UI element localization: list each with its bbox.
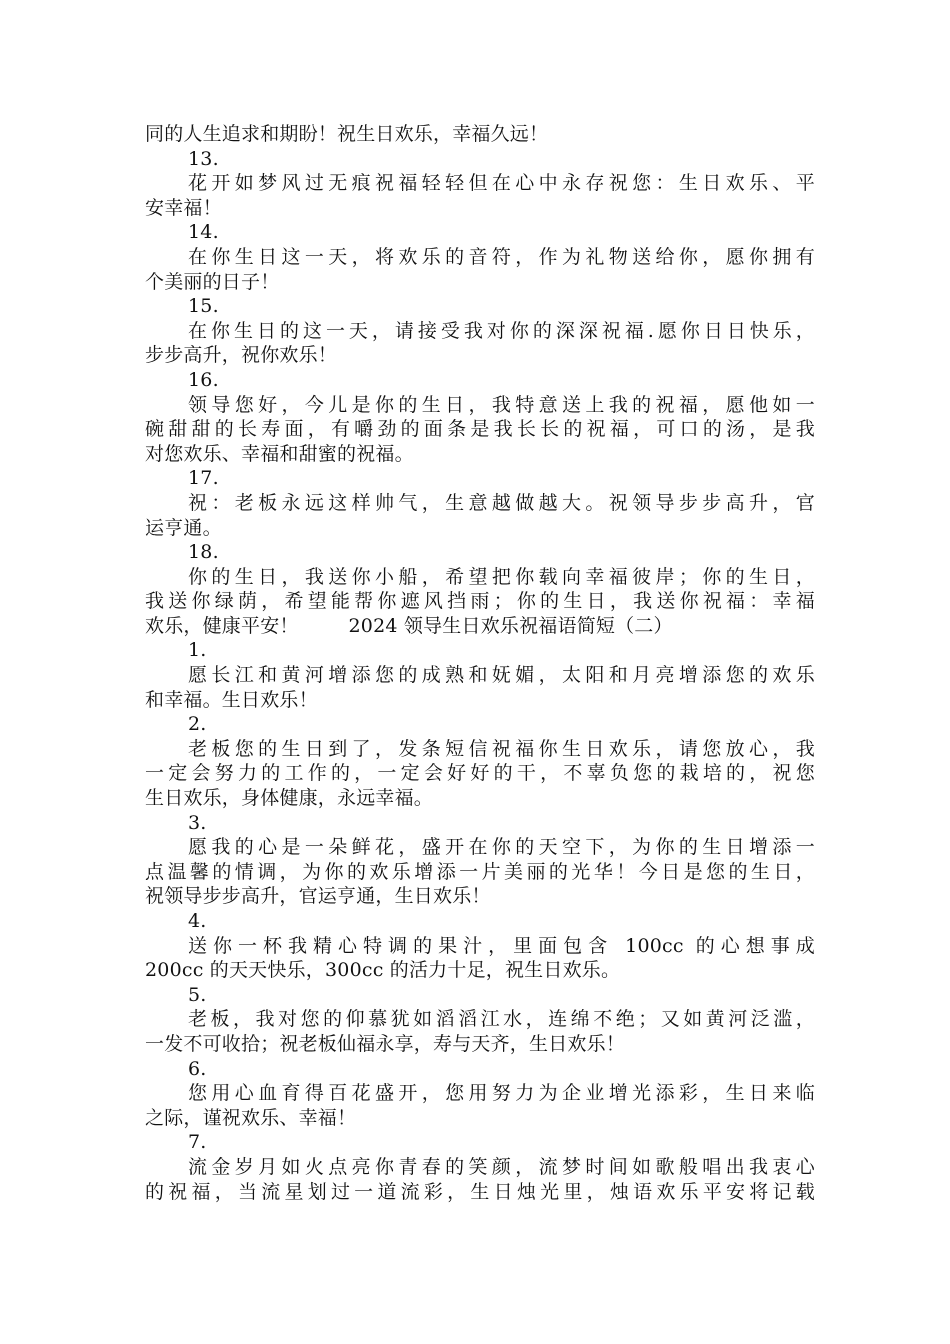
- text-line: 生日欢乐，身体健康，永远幸福。: [145, 787, 434, 810]
- text-line: 在你生日的这一天，请接受我对你的深深祝福.愿你日日快乐，: [188, 319, 815, 342]
- text-line: 13.: [188, 147, 219, 170]
- text-line: 18.: [188, 541, 219, 564]
- text-line: 我送你绿荫，希望能帮你遮风挡雨；你的生日，我送你祝福：幸福: [145, 590, 815, 613]
- text-line: 祝：老板永远这样帅气，生意越做越大。祝领导步步高升，官: [188, 491, 815, 514]
- text-line: 碗甜甜的长寿面，有嚼劲的面条是我长长的祝福，可口的汤，是我: [145, 418, 815, 441]
- text-line: 5.: [188, 983, 207, 1006]
- text-line: 个美丽的日子！: [145, 270, 280, 293]
- document-page: [145, 122, 815, 1204]
- text-line: 送你一杯我精心特调的果汁，里面包含 100cc 的心想事成: [188, 934, 815, 957]
- text-line: 领导您好，今儿是你的生日，我特意送上我的祝福，愿他如一: [188, 393, 815, 416]
- text-line: 的祝福，当流星划过一道流彩，生日烛光里，烛语欢乐平安将记载: [145, 1180, 815, 1203]
- text-line: 安幸福！: [145, 196, 222, 219]
- text-line: 3.: [188, 811, 207, 834]
- text-line: 欢乐，健康平安！ 2024 领导生日欢乐祝福语简短（二）: [145, 614, 673, 637]
- text-line: 16.: [188, 368, 219, 391]
- text-line: 7.: [188, 1131, 207, 1154]
- text-line: 之际，谨祝欢乐、幸福！: [145, 1106, 357, 1129]
- text-line: 对您欢乐、幸福和甜蜜的祝福。: [145, 442, 414, 465]
- text-line: 同的人生追求和期盼！祝生日欢乐，幸福久远！: [145, 123, 549, 145]
- text-line: 2.: [188, 713, 207, 736]
- text-line: 一发不可收拾；祝老板仙福永享，寿与天齐，生日欢乐！: [145, 1032, 626, 1055]
- text-line: 愿长江和黄河增添您的成熟和妩媚，太阳和月亮增添您的欢乐: [188, 664, 815, 687]
- text-line: 点温馨的情调，为你的欢乐增添一片美丽的光华！今日是您的生日，: [145, 860, 815, 883]
- text-line: 愿我的心是一朵鲜花，盛开在你的天空下，为你的生日增添一: [188, 836, 815, 859]
- text-line: 15.: [188, 295, 219, 318]
- text-line: 一定会努力的工作的，一定会好好的干，不辜负您的栽培的，祝您: [145, 762, 815, 785]
- text-line: 在你生日这一天，将欢乐的音符，作为礼物送给你，愿你拥有: [188, 245, 815, 268]
- text-line: 1.: [188, 639, 207, 662]
- text-line: 老板您的生日到了，发条短信祝福你生日欢乐，请您放心，我: [188, 737, 815, 760]
- text-line: 17.: [188, 467, 219, 490]
- text-line: 流金岁月如火点亮你青春的笑颜，流梦时间如歌般唱出我衷心: [188, 1155, 815, 1178]
- text-line: 祝领导步步高升，官运亨通，生日欢乐！: [145, 885, 491, 908]
- text-line: 花开如梦风过无痕祝福轻轻但在心中永存祝您：生日欢乐、平: [188, 172, 815, 195]
- text-line: 你的生日，我送你小船，希望把你载向幸福彼岸；你的生日，: [188, 565, 815, 588]
- text-line: 老板，我对您的仰慕犹如滔滔江水，连绵不绝；又如黄河泛滥，: [188, 1008, 815, 1031]
- text-line: 4.: [188, 910, 207, 932]
- text-line: 14.: [188, 221, 219, 244]
- text-line: 6.: [188, 1057, 207, 1080]
- text-line: 步步高升，祝你欢乐！: [145, 344, 338, 367]
- text-line: 200cc 的天天快乐，300cc 的活力十足，祝生日欢乐。: [145, 959, 621, 982]
- text-line: 您用心血育得百花盛开，您用努力为企业增光添彩，生日来临: [188, 1082, 815, 1105]
- text-line: 运亨通。: [145, 516, 222, 539]
- text-line: 和幸福。生日欢乐！: [145, 688, 318, 711]
